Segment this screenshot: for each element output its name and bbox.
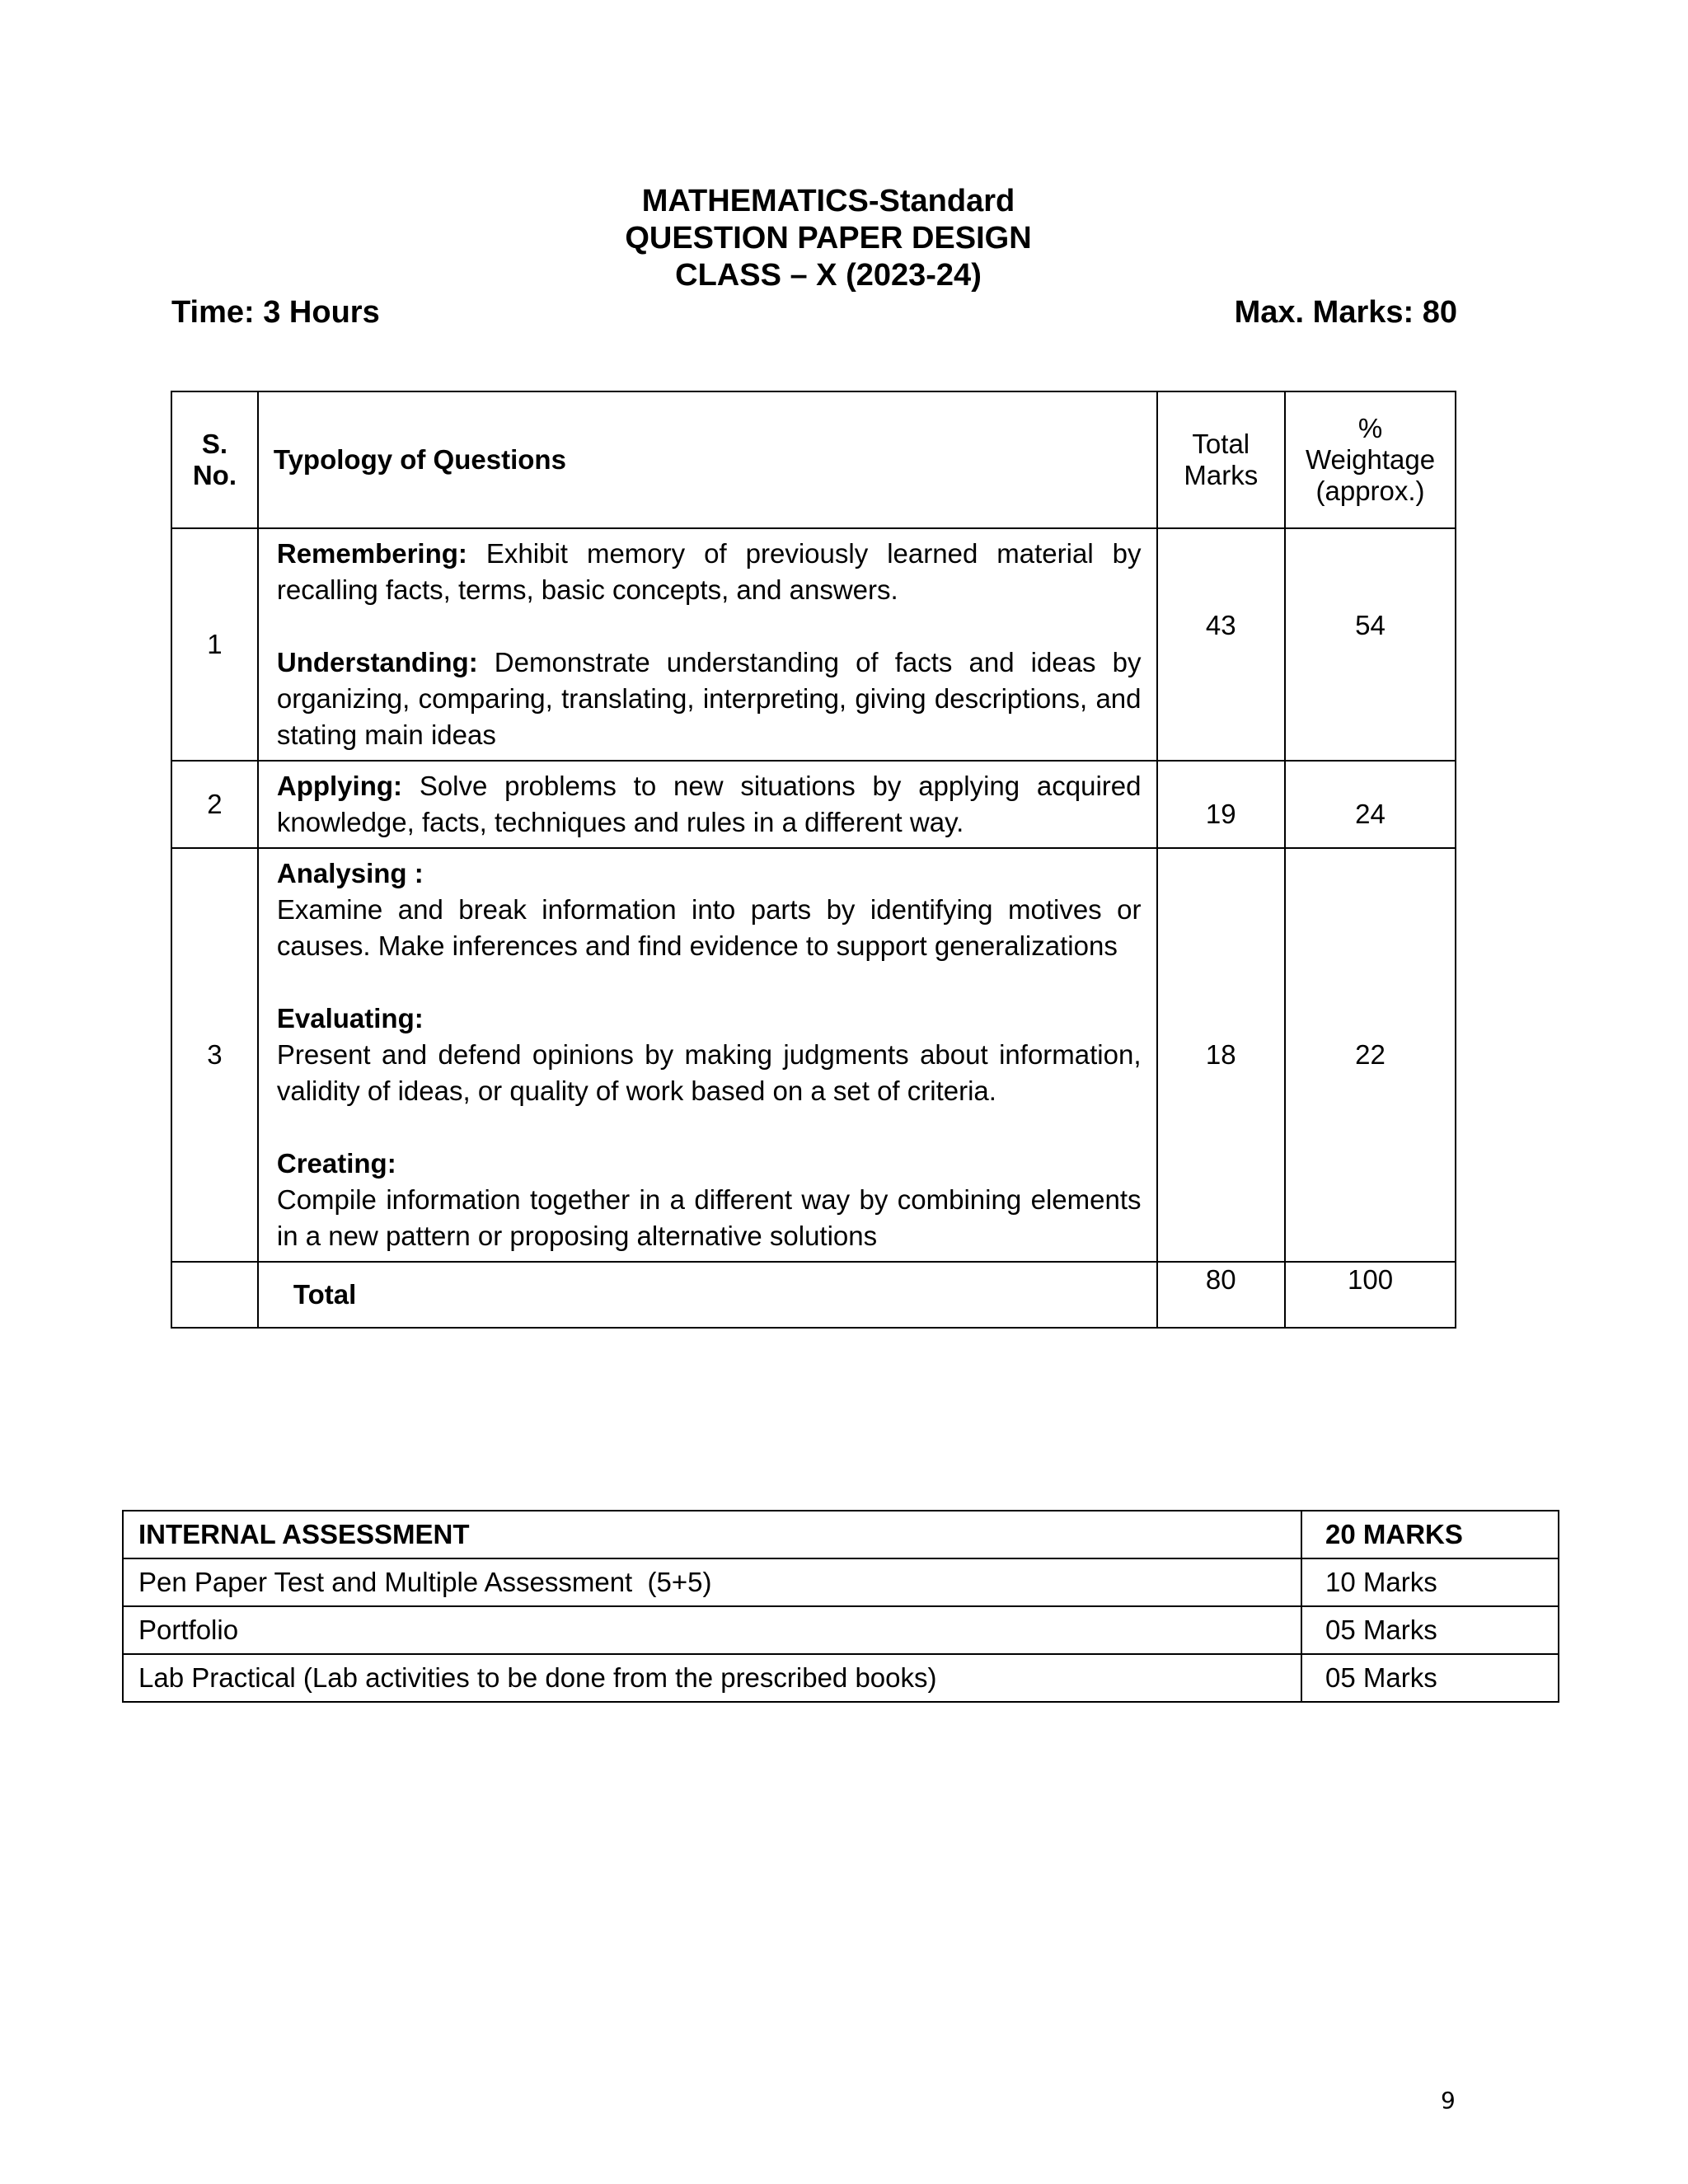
ia-header-row: [123, 1511, 1559, 1558]
document-title: [0, 183, 1657, 294]
row-sno: 3: [171, 848, 258, 1262]
internal-assessment-table: [122, 1510, 1559, 1703]
max-marks-label: Max. Marks: 80: [1234, 295, 1457, 330]
question-paper-design-table: [171, 391, 1456, 1329]
header-weightage: % Weightage (approx.): [1285, 391, 1456, 528]
ia-marks: 05 Marks: [1301, 1606, 1559, 1654]
title-class: CLASS – X (2023-24): [675, 258, 982, 293]
ia-label: Pen Paper Test and Multiple Assessment (5+5): [123, 1558, 1301, 1606]
ia-label: Lab Practical (Lab activities to be done from the prescribed books): [123, 1654, 1301, 1702]
header-sno: S. No.: [171, 391, 258, 528]
table-header-row: [171, 391, 1456, 528]
table-row: [171, 848, 1456, 1262]
ia-label: INTERNAL ASSESSMENT: [123, 1511, 1301, 1558]
exam-meta: [171, 295, 1457, 336]
row-marks: 19: [1157, 761, 1286, 848]
description-block: Analysing : Examine and break information into parts by identifying motives or causes. Make inferences and find evidence to support generalizations: [276, 858, 1142, 961]
table-total-row: [171, 1262, 1456, 1328]
table-row: [171, 761, 1456, 848]
description-block: Remembering: Exhibit memory of previously learned material by recalling facts, terms, basic concepts, and answers.: [276, 538, 1142, 605]
ia-label: Portfolio: [123, 1606, 1301, 1654]
ia-marks: 20 MARKS: [1301, 1511, 1559, 1558]
row-sno: 2: [171, 761, 258, 848]
ia-marks: 10 Marks: [1301, 1558, 1559, 1606]
total-weightage: 100: [1285, 1262, 1456, 1328]
header-total-marks: Total Marks: [1157, 391, 1286, 528]
description-block: Applying: Solve problems to new situations by applying acquired knowledge, facts, techniques and rules in a different way.: [276, 771, 1142, 837]
description-block: Evaluating: Present and defend opinions by making judgments about information, validity of ideas, or quality of work based on a set of criteria.: [276, 1003, 1142, 1106]
table-row: [171, 528, 1456, 761]
ia-marks: 05 Marks: [1301, 1654, 1559, 1702]
page-number: 9: [1441, 2087, 1456, 2114]
total-marks: 80: [1157, 1262, 1286, 1328]
header-typology: Typology of Questions: [258, 391, 1157, 528]
total-label: Total: [258, 1262, 1157, 1328]
row-description: [258, 848, 1157, 1262]
ia-row: [123, 1558, 1559, 1606]
row-weightage: 24: [1285, 761, 1456, 848]
row-marks: 43: [1157, 528, 1286, 761]
row-weightage: 22: [1285, 848, 1456, 1262]
ia-row: [123, 1606, 1559, 1654]
description-block: Understanding: Demonstrate understanding of facts and ideas by organizing, comparing, translating, interpreting, giving descriptions, and stating main ideas: [276, 647, 1142, 750]
row-description: [258, 528, 1157, 761]
title-subject: MATHEMATICS-Standard: [641, 184, 1015, 218]
row-sno: 1: [171, 528, 258, 761]
description-block: Creating: Compile information together in a different way by combining elements in a new pattern or proposing alternative solutions: [276, 1148, 1142, 1251]
total-sno-empty: [171, 1262, 258, 1328]
time-label: Time: 3 Hours: [171, 295, 380, 330]
row-marks: 18: [1157, 848, 1286, 1262]
row-description: [258, 761, 1157, 848]
row-weightage: 54: [1285, 528, 1456, 761]
ia-row: [123, 1654, 1559, 1702]
title-design: QUESTION PAPER DESIGN: [625, 221, 1032, 255]
